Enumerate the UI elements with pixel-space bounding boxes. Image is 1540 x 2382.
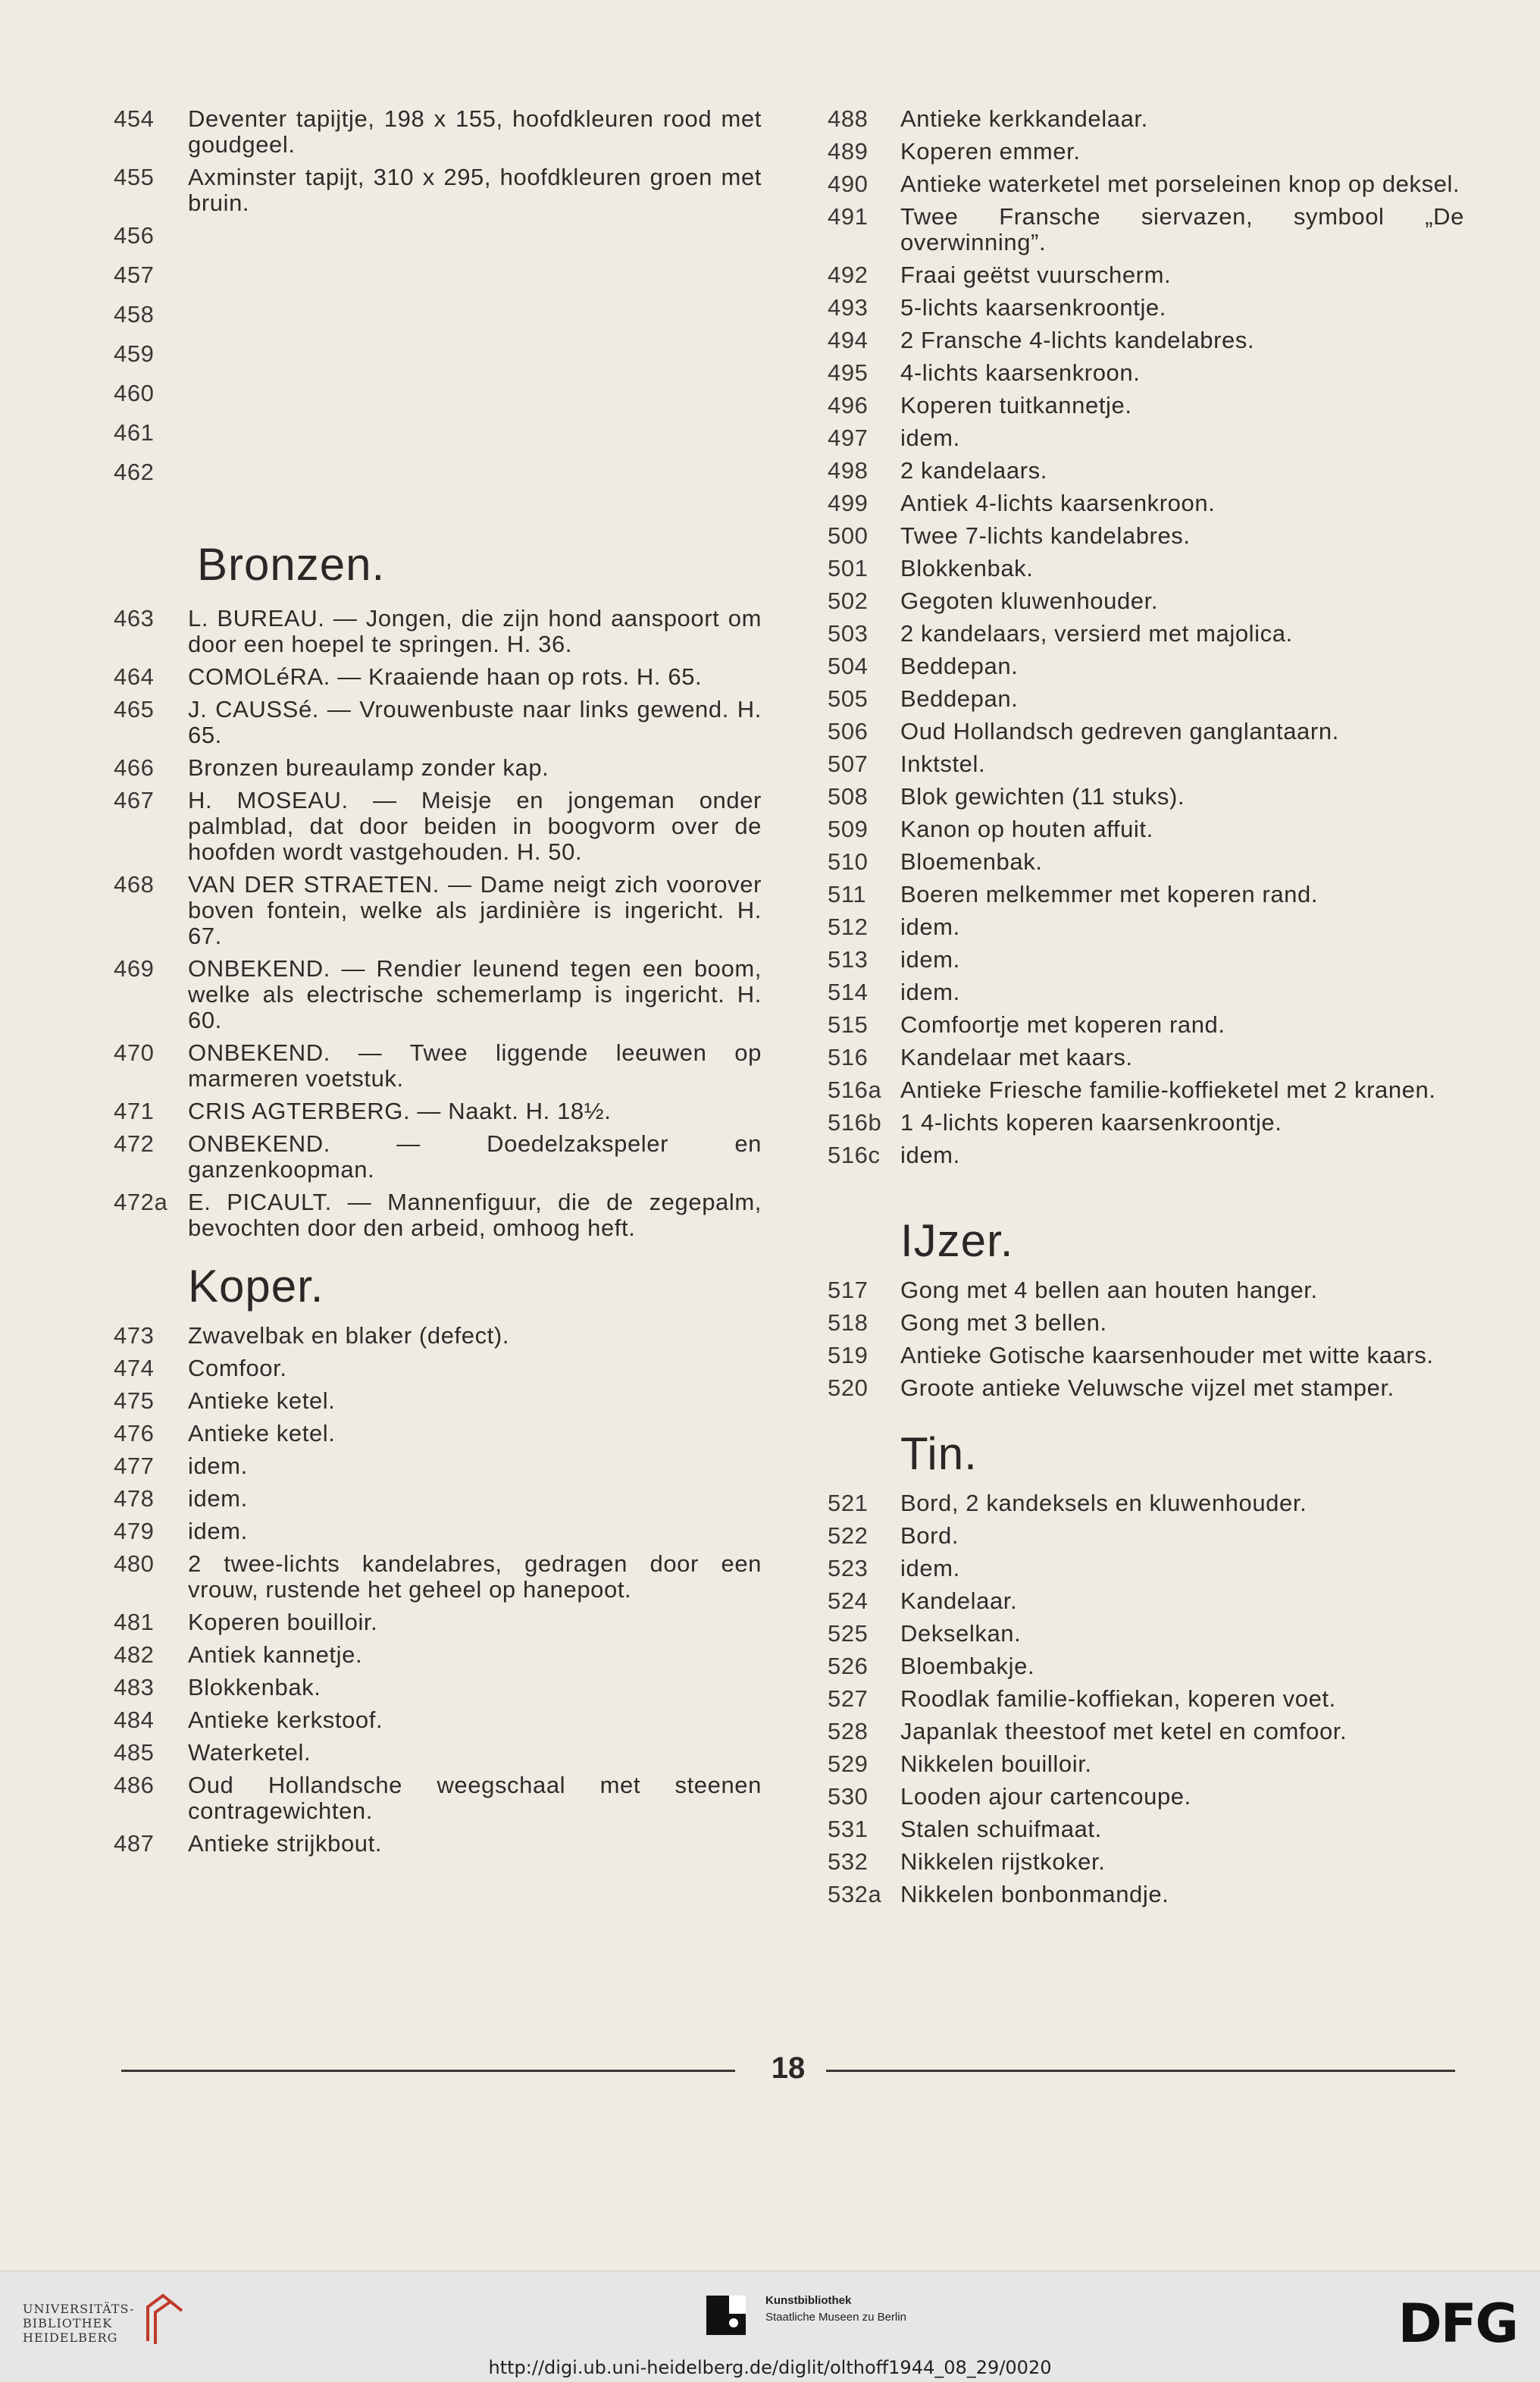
lot-entry	[828, 784, 1464, 810]
lot-description: CRIS AGTERBERG. — Naakt. H. 18½.	[188, 1098, 612, 1124]
lot-description: H. MOSEAU. — Meisje en jongeman onder palmblad, dat door beiden in boogvorm over de hoofden wordt vastgehouden. H. 50.	[188, 787, 762, 865]
kb-title: Kunstbibliothek	[765, 2294, 852, 2307]
lot-entry	[114, 1040, 762, 1092]
lot-description: Japanlak theestoof met ketel en comfoor.	[900, 1718, 1348, 1744]
lot-description: idem.	[188, 1518, 248, 1544]
lot-number: 522	[828, 1522, 869, 1549]
lot-description: Antieke ketel.	[188, 1387, 336, 1414]
lot-number: 469	[114, 955, 155, 982]
lot-entry	[828, 653, 1464, 679]
document-url-link[interactable]: http://digi.ub.uni-heidelberg.de/diglit/olthoff1944_08_29/0020	[488, 2357, 1052, 2378]
lot-number: 454	[114, 105, 155, 132]
lot-description: Antieke Friesche familie-koffieketel met 2 kranen.	[900, 1077, 1436, 1103]
lot-description: idem.	[900, 914, 960, 940]
lot-number: 516	[828, 1044, 869, 1070]
lot-description: Nikkelen bouilloir.	[900, 1750, 1092, 1777]
lot-number: 491	[828, 203, 869, 230]
lot-entry	[828, 1375, 1464, 1401]
lot-description: Comfoortje met koperen rand.	[900, 1011, 1225, 1038]
lot-entry	[828, 491, 1464, 516]
lot-number: 514	[828, 979, 869, 1005]
lot-number: 496	[828, 392, 869, 418]
university-line-1: UNIVERSITÄTS-	[23, 2302, 135, 2316]
lot-entry	[828, 139, 1464, 165]
lot-entry	[828, 523, 1464, 549]
lot-description: Comfoor.	[188, 1355, 287, 1381]
lot-number: 455	[114, 164, 155, 190]
lot-number: 515	[828, 1011, 869, 1038]
lot-number: 516b	[828, 1109, 882, 1136]
lot-number: 489	[828, 138, 869, 165]
lot-description: L. BUREAU. — Jongen, die zijn hond aanspoort om door een hoepel te springen. H. 36.	[188, 605, 762, 657]
lot-entry	[114, 1772, 762, 1824]
lot-number: 521	[828, 1490, 869, 1516]
section-heading: IJzer.	[900, 1215, 1014, 1266]
lot-number: 488	[828, 105, 869, 132]
lot-description: idem.	[188, 1453, 248, 1479]
lot-entry	[114, 262, 762, 295]
lot-number: 532	[828, 1848, 869, 1875]
lot-number: 490	[828, 171, 869, 197]
lot-entry	[828, 393, 1464, 418]
lot-entry	[114, 1388, 762, 1414]
lot-description: idem.	[900, 1555, 960, 1581]
lot-entry	[114, 1131, 762, 1183]
lot-description: Gong met 4 bellen aan houten hanger.	[900, 1277, 1318, 1303]
lot-description: Dekselkan.	[900, 1620, 1022, 1647]
lot-entry	[828, 816, 1464, 842]
lot-number: 527	[828, 1685, 869, 1712]
lot-number: 463	[114, 605, 155, 632]
lot-entry	[828, 1310, 1464, 1336]
lot-description: Twee Fransche siervazen, symbool „De overwinning”.	[900, 203, 1464, 255]
lot-description: 2 kandelaars, versierd met majolica.	[900, 620, 1293, 647]
lot-description	[188, 302, 762, 334]
university-line-2: BIBLIOTHEK	[23, 2316, 113, 2330]
lot-description: Oud Hollandsch gedreven ganglantaarn.	[900, 718, 1339, 744]
lot-description: Boeren melkemmer met koperen rand.	[900, 881, 1319, 907]
lot-entry	[114, 872, 762, 949]
ub-heidelberg-logo-icon	[140, 2288, 186, 2352]
lot-number: 492	[828, 262, 869, 288]
lot-number: 504	[828, 653, 869, 679]
lot-entry	[828, 106, 1464, 132]
lot-description: Gegoten kluwenhouder.	[900, 588, 1159, 614]
lot-number: 524	[828, 1587, 869, 1614]
lot-entry	[828, 458, 1464, 484]
lot-entry	[114, 341, 762, 374]
lot-description: 5-lichts kaarsenkroontje.	[900, 294, 1166, 321]
lot-entry	[114, 420, 762, 453]
lot-number: 516c	[828, 1142, 881, 1168]
lot-number: 466	[114, 754, 155, 781]
lot-description: Axminster tapijt, 310 x 295, hoofdkleuren groen met bruin.	[188, 164, 762, 216]
lot-entry	[114, 165, 762, 216]
lot-description: Looden ajour cartencoupe.	[900, 1783, 1191, 1810]
lot-entry	[828, 1523, 1464, 1549]
lot-number: 511	[828, 881, 867, 907]
lot-number: 465	[114, 696, 155, 722]
lot-number: 516a	[828, 1077, 882, 1103]
lot-entry	[114, 755, 762, 781]
lot-description: Twee 7-lichts kandelabres.	[900, 522, 1191, 549]
lot-number: 507	[828, 751, 869, 777]
lot-entry	[114, 1189, 762, 1241]
footer-rule-left	[121, 2070, 735, 2072]
lot-number: 518	[828, 1309, 869, 1336]
lot-entry	[828, 1077, 1464, 1103]
kb-subtitle: Staatliche Museen zu Berlin	[765, 2311, 906, 2324]
lot-description: Bloemenbak.	[900, 848, 1043, 875]
lot-number: 499	[828, 490, 869, 516]
lot-number: 472a	[114, 1189, 168, 1215]
lot-number: 525	[828, 1620, 869, 1647]
left-column	[114, 106, 762, 1863]
lot-entry	[828, 1110, 1464, 1136]
lot-description: COMOLéRA. — Kraaiende haan op rots. H. 65.	[188, 663, 703, 690]
lot-entry	[828, 1277, 1464, 1303]
lot-number: 462	[114, 459, 155, 485]
lot-entry	[114, 1609, 762, 1635]
lot-description	[188, 381, 762, 413]
lot-description: Antieke Gotische kaarsenhouder met witte kaars.	[900, 1342, 1434, 1368]
lot-number: 487	[114, 1830, 155, 1857]
lot-number: 505	[828, 685, 869, 712]
lot-number: 519	[828, 1342, 869, 1368]
kunstbibliothek-logo-icon	[705, 2293, 750, 2342]
lot-number: 485	[114, 1739, 155, 1766]
lot-number: 461	[114, 419, 155, 446]
lot-description: Roodlak familie-koffiekan, koperen voet.	[900, 1685, 1336, 1712]
lot-description: Bronzen bureaulamp zonder kap.	[188, 754, 549, 781]
lot-description: Koperen bouilloir.	[188, 1609, 378, 1635]
university-line-3: HEIDELBERG	[23, 2330, 118, 2345]
lot-number: 494	[828, 327, 869, 353]
lot-description: 2 kandelaars.	[900, 457, 1047, 484]
lot-number: 470	[114, 1039, 155, 1066]
lot-number: 512	[828, 914, 869, 940]
page-number: 18	[771, 2051, 806, 2085]
lot-entry	[828, 360, 1464, 386]
lot-number: 513	[828, 946, 869, 973]
lot-entry	[114, 956, 762, 1033]
lot-description: idem.	[188, 1485, 248, 1512]
lot-number: 468	[114, 871, 155, 898]
lot-entry	[828, 849, 1464, 875]
lot-entry	[828, 588, 1464, 614]
lot-description: Gong met 3 bellen.	[900, 1309, 1107, 1336]
lot-description: 4-lichts kaarsenkroon.	[900, 359, 1141, 386]
lot-description: Inktstel.	[900, 751, 986, 777]
lot-description: Groote antieke Veluwsche vijzel met stamper.	[900, 1374, 1394, 1401]
lot-entry	[114, 1356, 762, 1381]
lot-description: VAN DER STRAETEN. — Dame neigt zich voorover boven fontein, welke als jardinière is ingericht. H. 67.	[188, 871, 762, 949]
lot-description: Beddepan.	[900, 653, 1019, 679]
lot-entry	[114, 788, 762, 865]
lot-entry	[114, 1421, 762, 1446]
section-heading: Bronzen.	[197, 539, 386, 590]
lot-description: ONBEKEND. — Doedelzakspeler en ganzenkoopman.	[188, 1130, 762, 1183]
lot-description: idem.	[900, 946, 960, 973]
lot-entry	[828, 1849, 1464, 1875]
lot-number: 529	[828, 1750, 869, 1777]
lot-entry	[828, 719, 1464, 744]
lot-entry	[828, 1142, 1464, 1168]
lot-number: 495	[828, 359, 869, 386]
lot-number: 530	[828, 1783, 869, 1810]
lot-description: idem.	[900, 425, 960, 451]
lot-entry	[114, 1642, 762, 1668]
lot-entry	[828, 686, 1464, 712]
lot-description: Fraai geëtst vuurscherm.	[900, 262, 1172, 288]
lot-entry	[114, 1323, 762, 1349]
lot-entry	[828, 1882, 1464, 1907]
lot-entry	[828, 1490, 1464, 1516]
lot-description: Antieke waterketel met porseleinen knop op deksel.	[900, 171, 1460, 197]
lot-entry	[828, 1751, 1464, 1777]
lot-number: 474	[114, 1355, 155, 1381]
lot-description: Koperen tuitkannetje.	[900, 392, 1132, 418]
lot-number: 498	[828, 457, 869, 484]
lot-entry	[828, 1719, 1464, 1744]
lot-description: Kandelaar met kaars.	[900, 1044, 1133, 1070]
lot-description: 2 Fransche 4-lichts kandelabres.	[900, 327, 1255, 353]
lot-number: 500	[828, 522, 869, 549]
lot-description: Waterketel.	[188, 1739, 311, 1766]
lot-number: 467	[114, 787, 155, 813]
lot-description: Antieke kerkkandelaar.	[900, 105, 1148, 132]
lot-entry	[828, 947, 1464, 973]
lot-description: Blok gewichten (11 stuks).	[900, 783, 1185, 810]
lot-entry	[828, 621, 1464, 647]
lot-entry	[828, 1653, 1464, 1679]
section-heading: Tin.	[900, 1428, 978, 1479]
lot-number: 472	[114, 1130, 155, 1157]
lot-description: J. CAUSSé. — Vrouwenbuste naar links gewend. H. 65.	[188, 696, 762, 748]
lot-entry	[114, 459, 762, 492]
lot-number: 476	[114, 1420, 155, 1446]
lot-entry	[114, 1740, 762, 1766]
lot-number: 458	[114, 301, 155, 328]
lot-entry	[828, 914, 1464, 940]
lot-number: 509	[828, 816, 869, 842]
lot-number: 482	[114, 1641, 155, 1668]
lot-entry	[828, 425, 1464, 451]
lot-number: 484	[114, 1707, 155, 1733]
lot-number: 532a	[828, 1881, 882, 1907]
right-column	[828, 106, 1464, 1914]
lot-description: E. PICAULT. — Mannenfiguur, die de zegepalm, bevochten door den arbeid, omhoog heft.	[188, 1189, 762, 1241]
lot-description	[188, 223, 762, 255]
lot-entry	[114, 1099, 762, 1124]
lot-description: ONBEKEND. — Twee liggende leeuwen op marmeren voetstuk.	[188, 1039, 762, 1092]
lot-entry	[828, 1686, 1464, 1712]
lot-description: Deventer tapijtje, 198 x 155, hoofdkleuren rood met goudgeel.	[188, 105, 762, 158]
lot-number: 520	[828, 1374, 869, 1401]
lot-number: 483	[114, 1674, 155, 1700]
lot-number: 473	[114, 1322, 155, 1349]
viewer-footer-bar	[0, 2271, 1540, 2382]
lot-entry	[828, 1556, 1464, 1581]
lot-description: Blokkenbak.	[188, 1674, 321, 1700]
lot-entry	[828, 979, 1464, 1005]
lot-entry	[828, 204, 1464, 255]
lot-description: Zwavelbak en blaker (defect).	[188, 1322, 510, 1349]
lot-number: 480	[114, 1550, 155, 1577]
lot-number: 528	[828, 1718, 869, 1744]
lot-description: idem.	[900, 979, 960, 1005]
lot-number: 506	[828, 718, 869, 744]
lot-entry	[114, 1519, 762, 1544]
lot-entry	[828, 1588, 1464, 1614]
lot-entry	[828, 1816, 1464, 1842]
lot-description: Bloembakje.	[900, 1653, 1035, 1679]
lot-number: 497	[828, 425, 869, 451]
lot-number: 478	[114, 1485, 155, 1512]
lot-entry	[828, 1621, 1464, 1647]
lot-description: idem.	[900, 1142, 960, 1168]
lot-description	[188, 420, 762, 453]
lot-number: 502	[828, 588, 869, 614]
lot-number: 523	[828, 1555, 869, 1581]
lot-entry	[114, 381, 762, 413]
university-library-label	[23, 2302, 134, 2345]
lot-entry	[828, 751, 1464, 777]
lot-entry	[828, 882, 1464, 907]
lot-description: Beddepan.	[900, 685, 1019, 712]
lot-description: Antieke ketel.	[188, 1420, 336, 1446]
lot-entry	[114, 664, 762, 690]
lot-entry	[828, 262, 1464, 288]
lot-description: Blokkenbak.	[900, 555, 1034, 581]
lot-description: ONBEKEND. — Rendier leunend tegen een boom, welke als electrische schemerlamp is ingericht. H. 60.	[188, 955, 762, 1033]
lot-description: 1 4-lichts koperen kaarsenkroontje.	[900, 1109, 1282, 1136]
lot-description: Kanon op houten affuit.	[900, 816, 1153, 842]
lot-number: 531	[828, 1816, 869, 1842]
lot-number: 456	[114, 222, 155, 249]
lot-entry	[828, 556, 1464, 581]
lot-entry	[828, 171, 1464, 197]
lot-number: 475	[114, 1387, 155, 1414]
lot-number: 517	[828, 1277, 869, 1303]
lot-description	[188, 262, 762, 295]
footer-rule-right	[826, 2070, 1455, 2072]
lot-entry	[114, 1675, 762, 1700]
section-heading: Koper.	[188, 1261, 324, 1312]
lot-entry	[114, 1486, 762, 1512]
lot-description: Koperen emmer.	[900, 138, 1081, 165]
lot-entry	[114, 606, 762, 657]
lot-entry	[114, 302, 762, 334]
lot-description	[188, 459, 762, 492]
lot-number: 510	[828, 848, 869, 875]
lot-number: 481	[114, 1609, 155, 1635]
lot-number: 459	[114, 340, 155, 367]
lot-description: 2 twee-lichts kandelabres, gedragen door een vrouw, rustende het geheel op hanepoot.	[188, 1550, 762, 1603]
lot-number: 477	[114, 1453, 155, 1479]
lot-entry	[828, 328, 1464, 353]
lot-entry	[828, 295, 1464, 321]
lot-description: Bord.	[900, 1522, 959, 1549]
lot-number: 479	[114, 1518, 155, 1544]
lot-description: Nikkelen rijstkoker.	[900, 1848, 1106, 1875]
lot-description	[188, 341, 762, 374]
lot-number: 501	[828, 555, 869, 581]
lot-description: Stalen schuifmaat.	[900, 1816, 1102, 1842]
lot-number: 508	[828, 783, 869, 810]
lot-description: Kandelaar.	[900, 1587, 1018, 1614]
lot-description: Antiek 4-lichts kaarsenkroon.	[900, 490, 1216, 516]
lot-description: Antiek kannetje.	[188, 1641, 363, 1668]
lot-entry	[828, 1343, 1464, 1368]
lot-entry	[828, 1045, 1464, 1070]
lot-description: Bord, 2 kandeksels en kluwenhouder.	[900, 1490, 1307, 1516]
lot-entry	[114, 1831, 762, 1857]
lot-entry	[114, 106, 762, 158]
kunstbibliothek-label	[765, 2293, 906, 2326]
dfg-logo: DFG	[1398, 2293, 1517, 2355]
lot-number: 457	[114, 262, 155, 288]
lot-entry	[114, 1453, 762, 1479]
lot-number: 526	[828, 1653, 869, 1679]
lot-entry	[114, 223, 762, 255]
lot-description: Oud Hollandsche weegschaal met steenen contragewichten.	[188, 1772, 762, 1824]
lot-number: 464	[114, 663, 155, 690]
lot-description: Nikkelen bonbonmandje.	[900, 1881, 1169, 1907]
lot-number: 503	[828, 620, 869, 647]
lot-entry	[828, 1012, 1464, 1038]
lot-description: Antieke kerkstoof.	[188, 1707, 383, 1733]
lot-description: Antieke strijkbout.	[188, 1830, 383, 1857]
lot-number: 486	[114, 1772, 155, 1798]
lot-number: 471	[114, 1098, 155, 1124]
lot-entry	[114, 1707, 762, 1733]
lot-entry	[828, 1784, 1464, 1810]
lot-number: 460	[114, 380, 155, 406]
lot-entry	[114, 1551, 762, 1603]
lot-number: 493	[828, 294, 869, 321]
lot-entry	[114, 697, 762, 748]
